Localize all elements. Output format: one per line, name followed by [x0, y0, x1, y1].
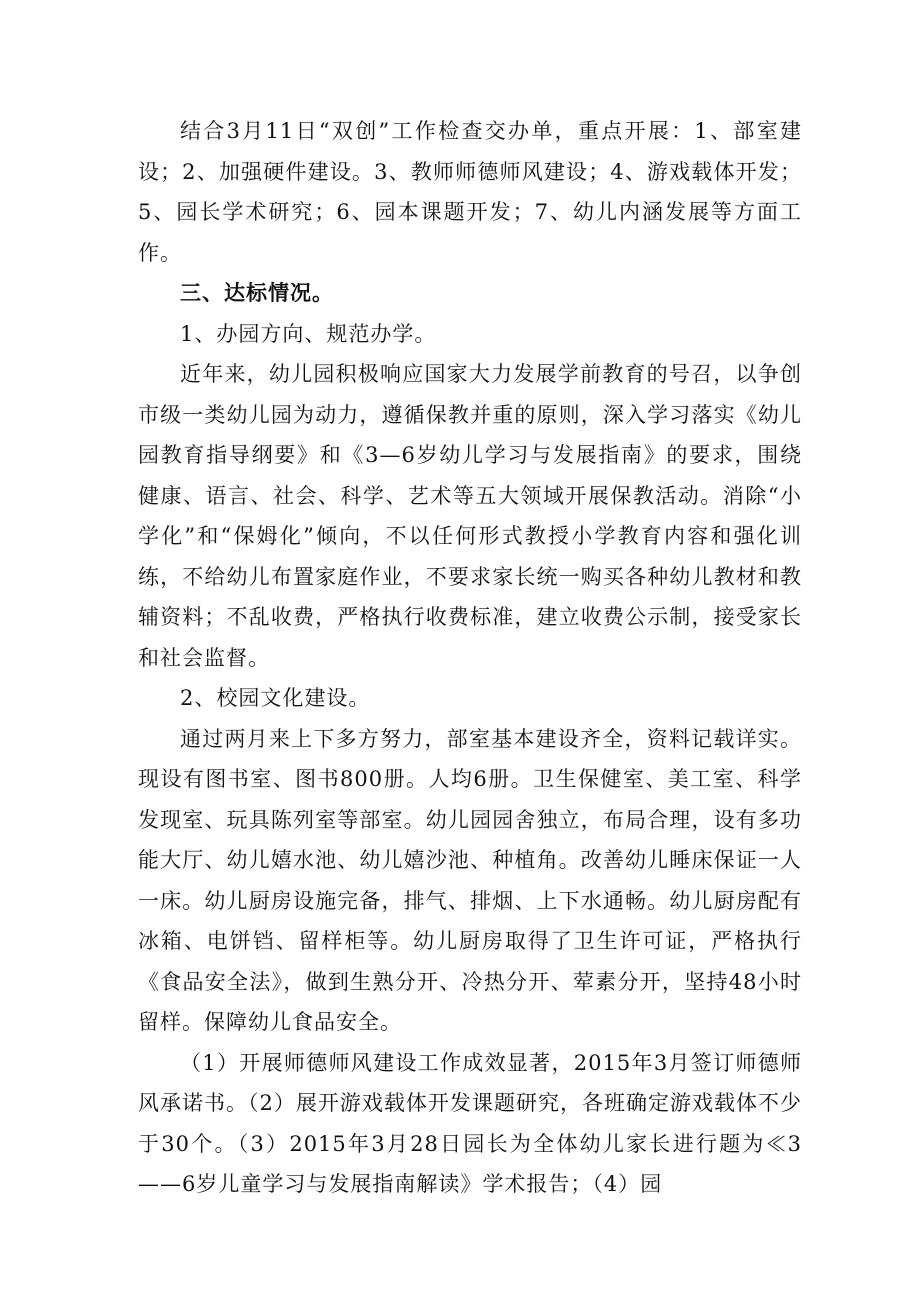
document-body	[138, 111, 802, 1205]
section-heading-compliance: 三、达标情况。	[180, 281, 334, 305]
paragraph-achievements: （1）开展师德师风建设工作成效显著，2015年3月签订师德师风承诺书。（2）展开游戏载体开发课题研究，各班确定游戏载体不少于30个。（3）2015年3月28日园长为全体幼儿家长进行题为≪3——6岁儿童学习与发展指南解读》学术报告；（4）园	[138, 1050, 802, 1196]
subheading-direction: 1、办园方向、规范办学。	[180, 321, 437, 346]
paragraph-campus-culture: 通过两月来上下多方努力，部室基本建设齐全，资料记载详实。现设有图书室、图书800册。人均6册。卫生保健室、美工室、科学发现室、玩具陈列室等部室。幼儿园园舍独立，布局合理，设有多功能大厅、幼儿嬉水池、幼儿嬉沙池、种植角。改善幼儿睡床保证一人一床。幼儿厨房设施完备，排气、排烟、上下水通畅。幼儿厨房配有冰箱、电饼铛、留样柜等。幼儿厨房取得了卫生许可证，严格执行《食品安全法》，做到生熟分开、冷热分开、荤素分开，坚持48小时留样。保障幼儿食品安全。	[138, 726, 802, 1034]
paragraph-direction: 近年来，幼儿园积极响应国家大力发展学前教育的号召，以争创市级一类幼儿园为动力，遵循保教并重的原则，深入学习落实《幼儿园教育指导纲要》和《3—6岁幼儿学习与发展指南》的要求，围绕健康、语言、社会、科学、艺术等五大领域开展保教活动。消除“小学化”和“保姆化”倾向，不以任何形式教授小学教育内容和强化训练，不给幼儿布置家庭作业，不要求家长统一购买各种幼儿教材和教辅资料；不乱收费，严格执行收费标准，建立收费公示制，接受家长和社会监督。	[138, 362, 802, 670]
subheading-campus-culture: 2、校园文化建设。	[180, 686, 371, 710]
paragraph-work-focus: 结合3月11日“双创”工作检查交办单，重点开展：1、部室建设；2、加强硬件建设。3、教师师德师风建设；4、游戏载体开发；5、园长学术研究；6、园本课题开发；7、幼儿内涵发展等方面工作。	[138, 119, 802, 265]
